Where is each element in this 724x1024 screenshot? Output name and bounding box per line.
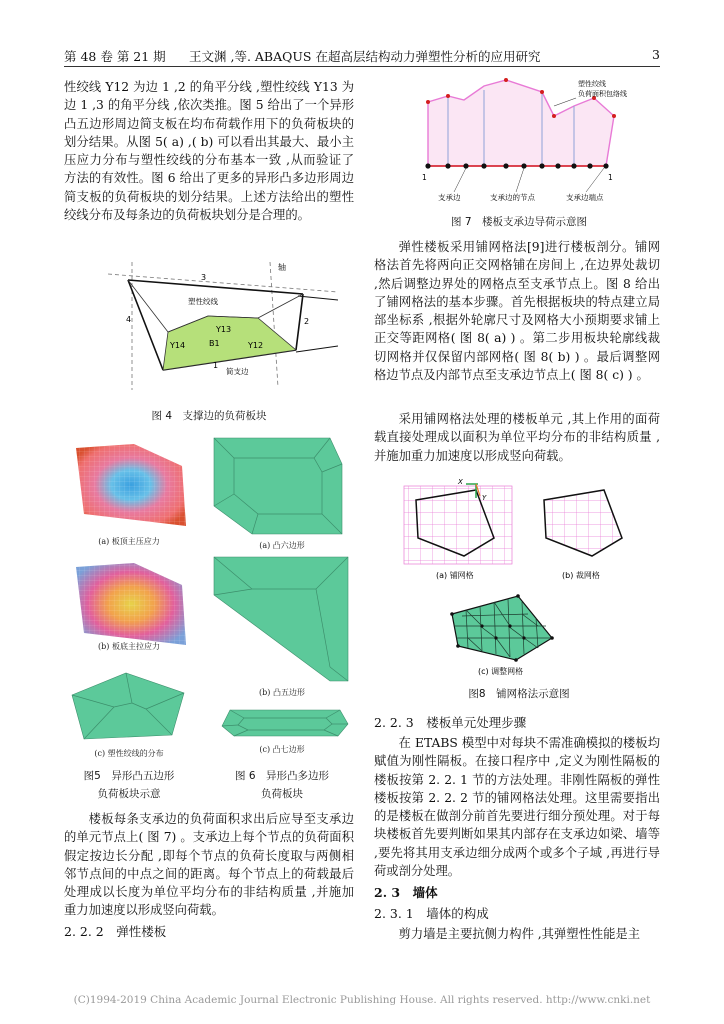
- copyright-footer: (C)1994-2019 China Academic Journal Electronic Publishing House. All rights reserved. http://www.cnki.net: [73, 994, 651, 1006]
- figure-4-diagram: [108, 262, 338, 392]
- section-2-2-2-heading: 2. 2. 2 弹性楼板: [64, 924, 167, 939]
- fig8a-grid: [404, 486, 512, 564]
- figure-6-caption-line1: 图 6 异形凸多边形: [234, 770, 330, 782]
- figure-6-caption-line2: 负荷板块: [261, 788, 303, 800]
- fig5a-contour: [64, 436, 194, 536]
- figure-7-caption: 图 7 楼板支承边导荷示意图: [450, 216, 588, 228]
- fig6b-caption: (b) 凸五边形: [259, 688, 305, 697]
- fig7-node-label-right: 1: [608, 173, 613, 182]
- right-paragraph-1: 弹性楼板采用铺网格法[9]进行楼板剖分。铺网格法首先将两向正交网格铺在房间上 ,在边界处裁切 ,然后调整边界处的网格点至支承节点上。图 8 给出了铺网格法的基本步骤。首先根据板块的特点建立局部坐标系 ,根据外轮廓尺寸及网格大小预期要求铺上正交等距网格( 图 8( a) ) 。第二步用板块轮廓线裁切网格并仅保留内部网格( 图 8( b) ) 。最后调整网格边节点及内部节点至支承边节点上( 图 8( c) ) 。: [374, 240, 660, 383]
- fig4-label-edge2: 2: [304, 317, 310, 326]
- section-2-3-heading: 2. 3 墙体: [374, 885, 438, 900]
- header-title: 王文渊 ,等. ABAQUS 在超高层结构动力弹塑性分析的应用研究: [189, 49, 541, 64]
- left-paragraph-2: 楼板每条支承边的负荷面积求出后应导至支承边的单元节点上( 图 7) 。支承边上每个节点的负荷面积假定按边长分配 ,即每个节点的负荷长度取与两侧相邻节点间的中点之间的距离。每个节点上的荷载最后处理成以长度为单位平均分布的非结构质量 ,并施加重力加速度以形成竖向荷载。: [64, 812, 354, 918]
- fig6c-caption: (c) 凸七边形: [259, 745, 305, 754]
- page-number: 3: [652, 47, 660, 62]
- header-journal-info: 第 48 卷 第 21 期: [64, 49, 166, 64]
- fig5b-caption: (b) 板底主拉应力: [98, 642, 160, 651]
- fig8a-caption: (a) 铺网格: [436, 571, 474, 580]
- fig6c-heptagon: [220, 706, 350, 740]
- figure-4-caption: 图 4 支撑边的负荷板块: [151, 410, 267, 422]
- fig4-label-edge3: 3: [201, 273, 207, 282]
- fig5c-caption: (c) 塑性绞线的分布: [94, 749, 164, 758]
- fig6a-hexagon: [212, 436, 352, 536]
- fig4-label-b1: B1: [209, 339, 220, 348]
- fig5a-caption: (a) 板顶主压应力: [98, 537, 160, 546]
- fig7-legend-envelope: 负荷面积包络线: [578, 90, 627, 98]
- fig7-label-support: 支承边: [438, 193, 461, 202]
- fig5b-contour: [64, 555, 194, 655]
- fig4-label-axis: 轴: [278, 263, 286, 272]
- right-paragraph-4: 剪力墙是主要抗侧力构件 ,其弹塑性性能是主: [398, 927, 641, 941]
- figure-5-caption-line2: 负荷板块示意: [97, 788, 161, 800]
- fig7-label-node: 支承边的节点: [490, 193, 535, 202]
- fig4-label-y13: Y13: [216, 325, 232, 334]
- fig6b-pentagon: [212, 555, 352, 685]
- header-rule: [64, 66, 660, 67]
- fig4-label-edge4: 4: [126, 315, 132, 324]
- fig8-axis-y: Y: [482, 494, 487, 502]
- fig7-legend-plastic-line: 塑性绞线: [578, 80, 606, 88]
- figure-8-diagram: [396, 476, 646, 676]
- figure-5-caption-line1: 图5 异形凸五边形: [83, 770, 175, 782]
- fig8b-caption: (b) 裁网格: [562, 571, 600, 580]
- fig8c-caption: (c) 调整网格: [478, 667, 524, 676]
- fig4-label-edge1: 1: [213, 361, 219, 370]
- fig4-label-y14: Y14: [170, 341, 186, 350]
- figure-7-diagram: [406, 76, 646, 206]
- section-2-2-3-heading: 2. 2. 3 楼板单元处理步骤: [374, 715, 527, 730]
- fig6a-caption: (a) 凸六边形: [259, 541, 305, 550]
- right-paragraph-3: 在 ETABS 模型中对每块不需准确模拟的楼板均赋值为刚性隔板。在接口程序中 ,定义为刚性隔板的楼板按第 2. 2. 1 节的方法处理。非刚性隔板的弹性楼板按第 2. 2. 2 节的铺网格法处理。这里需要指出的是楼板在做剖分前首先要进行细分预处理。对于每块楼板首先要判断如果其内部存在支承边如梁、墙等 ,要先将其用支承边细分成两个或多个子域 ,再进行导荷或剖分处理。: [374, 736, 660, 879]
- fig8b-cut-grid: [536, 482, 628, 562]
- fig8-axis-x: X: [458, 478, 463, 486]
- fig7-label-end: 支承边端点: [566, 193, 604, 202]
- fig7-node-label-left: 1: [422, 173, 427, 182]
- fig5c-plastic-lines: [64, 665, 194, 745]
- left-paragraph-1: 性绞线 Y12 为边 1 ,2 的角平分线 ,塑性绞线 Y13 为边 1 ,3 的角平分线 ,依次类推。图 5 给出了一个异形凸五边形周边简支板在均布荷载作用下的负荷板块的划分结果。从图 5( a) ,( b) 可以看出其最大、最小主压应力分布与塑性绞线的分布基本一致 ,从而验证了方法的有效性。图 6 给出了更多的异形凸多边形周边简支板的负荷板块的划分结果。上述方法给出的塑性绞线分布及每条边的负荷板块划分是合理的。: [64, 80, 354, 223]
- fig4-label-plastic-line: 塑性绞线: [188, 297, 218, 306]
- fig8c-adjusted-mesh: [450, 594, 554, 662]
- right-paragraph-2: 采用铺网格法处理的楼板单元 ,其上作用的面荷载直接处理成以面积为单位平均分布的非结构质量 ,并施加重力加速度以形成竖向荷载。: [374, 412, 660, 463]
- section-2-3-1-heading: 2. 3. 1 墙体的构成: [374, 906, 489, 921]
- figure-8-caption: 图8 铺网格法示意图: [468, 688, 570, 700]
- fig4-label-y12: Y12: [248, 341, 264, 350]
- fig4-label-simple-support: 简支边: [226, 367, 249, 376]
